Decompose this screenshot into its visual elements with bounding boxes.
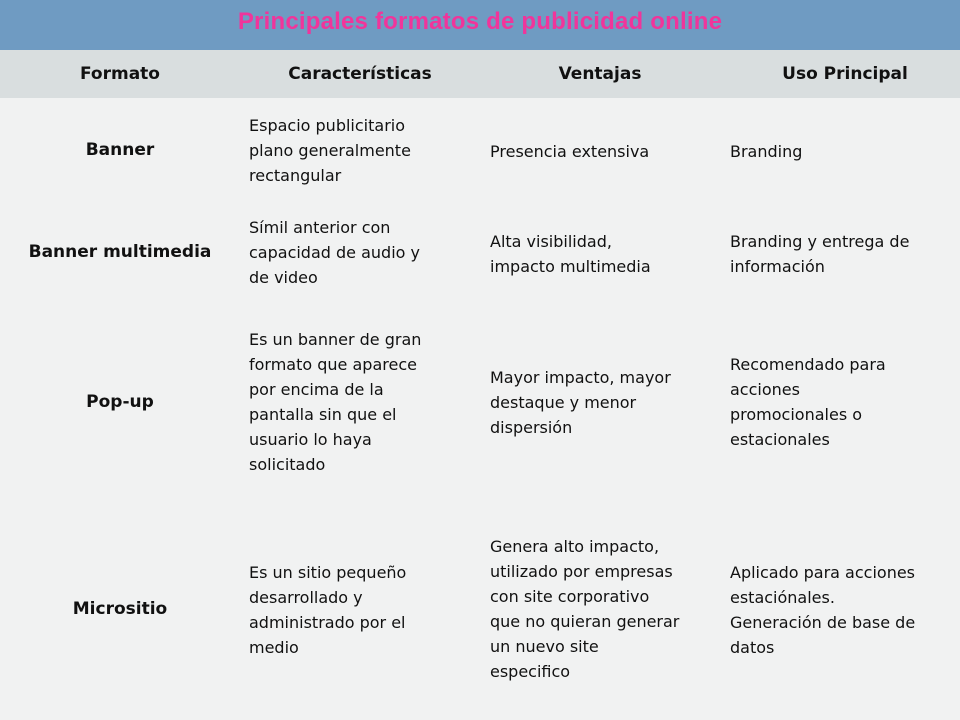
row-banner-caracteristicas: Espacio publicitario plano generalmente rectangular bbox=[249, 116, 411, 185]
row-banner-multimedia-formato: Banner multimedia bbox=[28, 242, 212, 262]
slide-title: Principales formatos de publicidad online bbox=[237, 8, 723, 35]
row-banner-multimedia-ventajas: Alta visibilidad, impacto multimedia bbox=[490, 232, 651, 276]
row-popup-uso: Recomendado para acciones promocionales o estacionales bbox=[730, 355, 886, 449]
row-banner-ventajas: Presencia extensiva bbox=[490, 142, 650, 161]
row-banner-formato: Banner bbox=[85, 140, 155, 160]
row-micrositio-caracteristicas: Es un sitio pequeño desarrollado y administrado por el medio bbox=[249, 563, 407, 657]
row-popup-formato: Pop-up bbox=[86, 392, 154, 412]
header-caracteristicas: Características bbox=[288, 64, 432, 84]
header-ventajas: Ventajas bbox=[558, 64, 642, 84]
row-banner-uso: Branding bbox=[730, 142, 803, 161]
row-popup-ventajas: Mayor impacto, mayor destaque y menor dispersión bbox=[490, 368, 671, 437]
row-micrositio-ventajas: Genera alto impacto, utilizado por empresas con site corporativo que no quieran generar un nuevo site especifico bbox=[490, 537, 680, 681]
header-formato: Formato bbox=[80, 64, 160, 84]
header-uso-principal: Uso Principal bbox=[782, 64, 908, 84]
row-banner-multimedia-caracteristicas: Símil anterior con capacidad de audio y de video bbox=[249, 218, 420, 287]
row-popup-caracteristicas: Es un banner de gran formato que aparece por encima de la pantalla sin que el usuario lo haya solicitado bbox=[249, 330, 422, 474]
row-banner-multimedia-uso: Branding y entrega de información bbox=[730, 232, 910, 276]
row-micrositio-formato: Micrositio bbox=[72, 599, 168, 619]
row-micrositio-uso: Aplicado para acciones estaciónales. Generación de base de datos bbox=[730, 563, 916, 657]
